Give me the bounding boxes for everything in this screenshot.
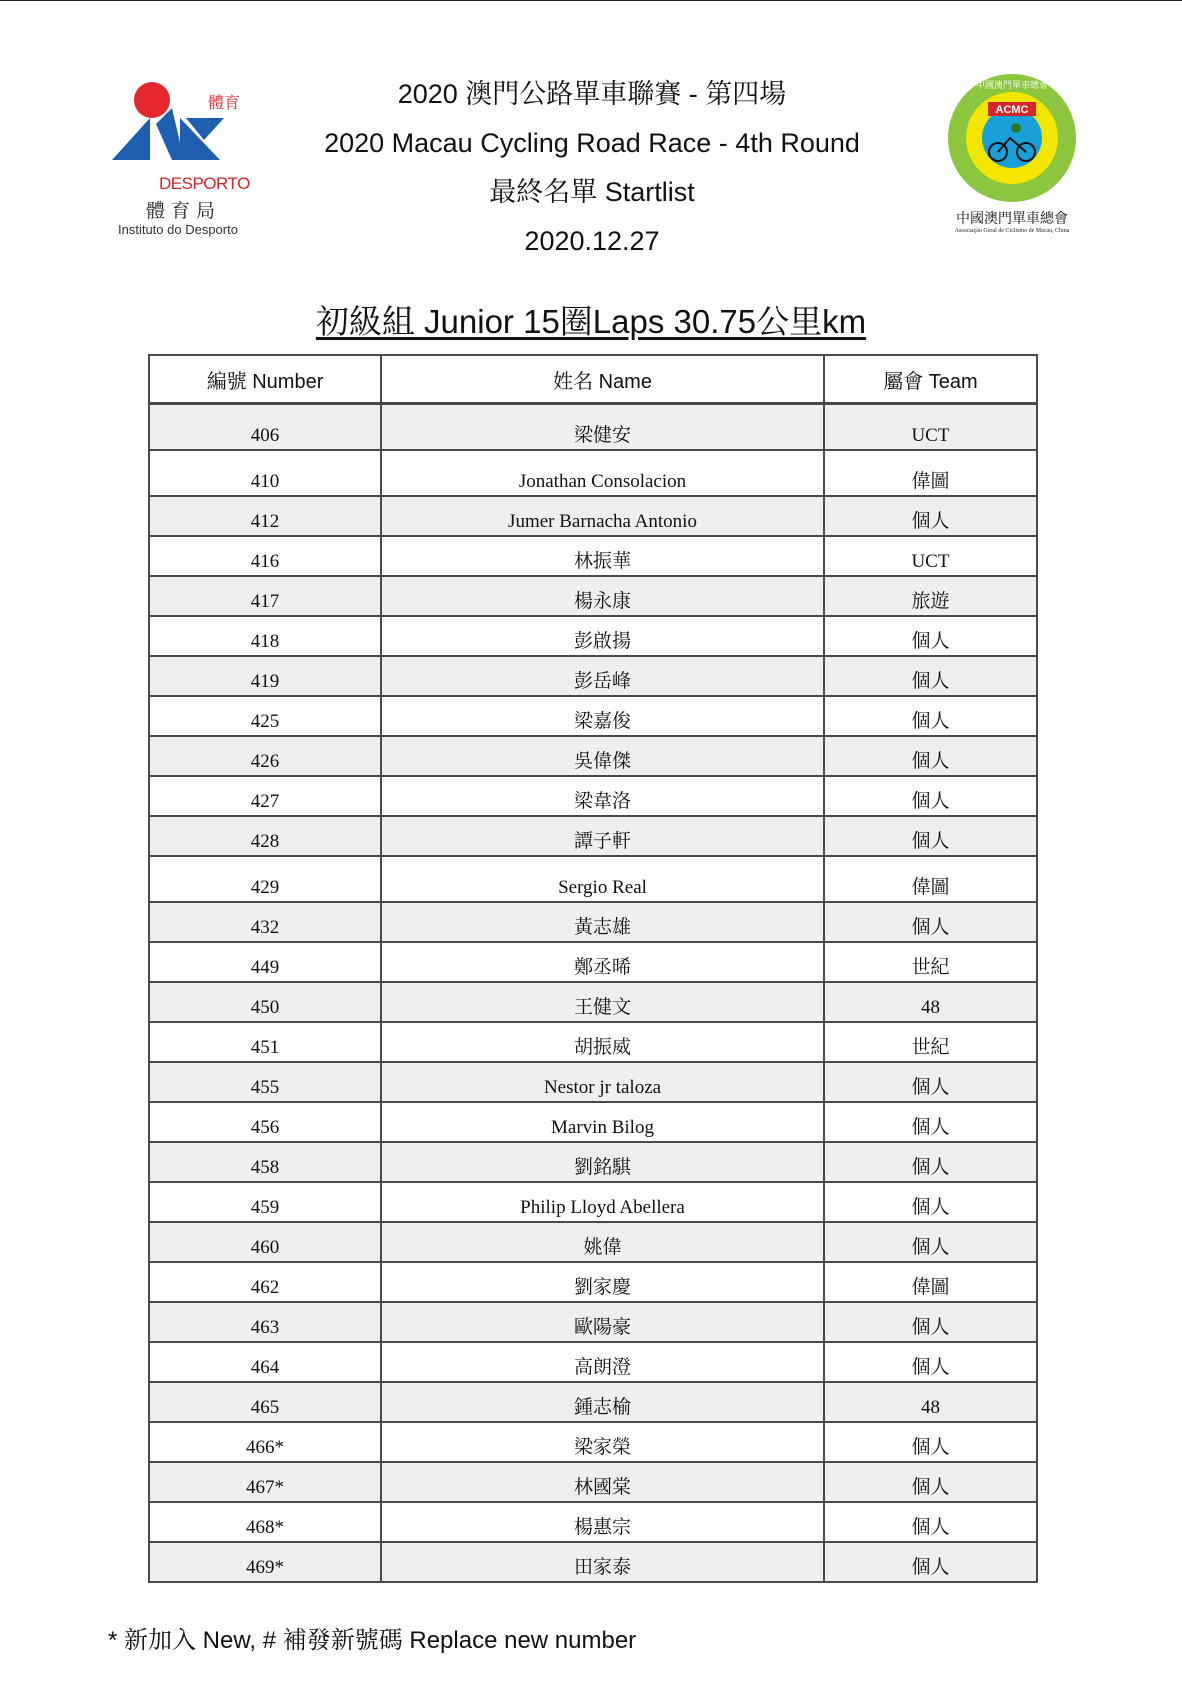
category-title-text: 初級組 Junior 15圈Laps 30.75公里km	[315, 303, 867, 340]
table-row	[149, 816, 1037, 856]
cell-name: 鄭丞晞	[381, 942, 824, 982]
cell-team: 個人	[824, 736, 1037, 776]
cell-number: 464	[149, 1342, 381, 1382]
cell-number: 462	[149, 1262, 381, 1302]
cell-number: 412	[149, 496, 381, 536]
table-row	[149, 576, 1037, 616]
table-row	[149, 776, 1037, 816]
table-row	[149, 1142, 1037, 1182]
table-row	[149, 902, 1037, 942]
cell-name: Nestor jr taloza	[381, 1062, 824, 1102]
acmc-ring-text: 中國澳門單車總會	[975, 81, 1049, 91]
table-row	[149, 1102, 1037, 1142]
cell-name: Sergio Real	[381, 856, 824, 902]
cell-name: 林振華	[381, 536, 824, 576]
cell-name: 梁健安	[381, 404, 824, 451]
header-line-3: 最終名單 Startlist	[489, 177, 695, 207]
cell-number: 469*	[149, 1542, 381, 1582]
cell-name: 高朗澄	[381, 1342, 824, 1382]
document-header	[280, 70, 904, 266]
cell-number: 463	[149, 1302, 381, 1342]
table-row	[149, 982, 1037, 1022]
acmc-logo	[942, 72, 1082, 242]
logo-institute-text: Instituto do Desporto	[118, 222, 238, 237]
cell-number: 418	[149, 616, 381, 656]
table-row	[149, 1302, 1037, 1342]
cell-number: 427	[149, 776, 381, 816]
cell-team: 個人	[824, 816, 1037, 856]
header-team: 屬會 Team	[824, 355, 1037, 404]
cell-team: 個人	[824, 776, 1037, 816]
cell-team: 個人	[824, 1542, 1037, 1582]
cell-team: 個人	[824, 1342, 1037, 1382]
table-row	[149, 1502, 1037, 1542]
table-row	[149, 1542, 1037, 1582]
header-number: 編號 Number	[149, 355, 381, 404]
cell-name: 梁嘉俊	[381, 696, 824, 736]
acmc-acronym: ACMC	[995, 104, 1029, 116]
cyclist-icon	[1011, 123, 1021, 133]
cell-name: 姚偉	[381, 1222, 824, 1262]
table-row	[149, 1182, 1037, 1222]
acmc-name-pt: Associação Geral de Ciclismo de Macau, China	[954, 228, 1070, 234]
table-row	[149, 736, 1037, 776]
cell-number: 410	[149, 450, 381, 496]
footnote: * 新加入 New, # 補發新號碼 Replace new number	[108, 1627, 637, 1654]
header-line-1: 2020 澳門公路單車聯賽 - 第四場	[397, 79, 787, 109]
cell-number: 406	[149, 404, 381, 451]
category-title	[0, 296, 1182, 343]
header-line-2: 2020 Macau Cycling Road Race - 4th Round	[324, 128, 860, 158]
table-row	[149, 536, 1037, 576]
table-row	[149, 496, 1037, 536]
table-row	[149, 450, 1037, 496]
cell-number: 429	[149, 856, 381, 902]
cell-team: 偉圖	[824, 1262, 1037, 1302]
cell-number: 432	[149, 902, 381, 942]
cell-number: 459	[149, 1182, 381, 1222]
startlist-table	[148, 354, 1038, 1583]
table-row	[149, 1222, 1037, 1262]
cell-team: 48	[824, 1382, 1037, 1422]
cell-number: 465	[149, 1382, 381, 1422]
cell-name: 王健文	[381, 982, 824, 1022]
cell-name: 楊永康	[381, 576, 824, 616]
top-border-line	[0, 0, 1182, 1]
cell-team: 世紀	[824, 942, 1037, 982]
cell-team: 個人	[824, 902, 1037, 942]
cell-name: 黃志雄	[381, 902, 824, 942]
cell-number: 449	[149, 942, 381, 982]
header-date: 2020.12.27	[524, 226, 660, 256]
table-row	[149, 1262, 1037, 1302]
cell-team: 個人	[824, 1182, 1037, 1222]
logo-bureau-cn: 體育局	[146, 200, 222, 222]
cell-team: 個人	[824, 1302, 1037, 1342]
logo-desporto-text: DESPORTO	[159, 174, 250, 193]
cell-name: 譚子軒	[381, 816, 824, 856]
cell-team: 個人	[824, 1222, 1037, 1262]
cell-team: UCT	[824, 404, 1037, 451]
cell-name: 劉銘騏	[381, 1142, 824, 1182]
cell-number: 466*	[149, 1422, 381, 1462]
cell-team: 48	[824, 982, 1037, 1022]
cell-team: 個人	[824, 1142, 1037, 1182]
cell-team: UCT	[824, 536, 1037, 576]
table-row	[149, 1422, 1037, 1462]
cell-team: 個人	[824, 616, 1037, 656]
sports-bureau-logo	[112, 78, 272, 248]
table-row	[149, 1462, 1037, 1502]
cell-name: Philip Lloyd Abellera	[381, 1182, 824, 1222]
cell-team: 偉圖	[824, 450, 1037, 496]
cell-number: 450	[149, 982, 381, 1022]
table-row	[149, 656, 1037, 696]
cell-number: 451	[149, 1022, 381, 1062]
cell-team: 個人	[824, 1422, 1037, 1462]
cell-number: 417	[149, 576, 381, 616]
cell-name: 梁家榮	[381, 1422, 824, 1462]
cell-name: 彭岳峰	[381, 656, 824, 696]
cell-number: 456	[149, 1102, 381, 1142]
table-row	[149, 942, 1037, 982]
cell-number: 468*	[149, 1502, 381, 1542]
acmc-emblem-icon	[942, 72, 1082, 212]
cell-team: 個人	[824, 656, 1037, 696]
cell-name: Jumer Barnacha Antonio	[381, 496, 824, 536]
logo-glyph-ti: 體育	[208, 93, 241, 112]
cell-name: 楊惠宗	[381, 1502, 824, 1542]
cell-team: 世紀	[824, 1022, 1037, 1062]
cell-number: 455	[149, 1062, 381, 1102]
cell-team: 偉圖	[824, 856, 1037, 902]
cell-name: 鍾志榆	[381, 1382, 824, 1422]
table-row	[149, 1022, 1037, 1062]
table-row	[149, 1342, 1037, 1382]
cell-team: 個人	[824, 1062, 1037, 1102]
cell-name: 彭啟揚	[381, 616, 824, 656]
cell-number: 458	[149, 1142, 381, 1182]
table-row	[149, 404, 1037, 451]
cell-name: 吳偉傑	[381, 736, 824, 776]
table-header-row	[149, 355, 1037, 404]
cell-name: 田家泰	[381, 1542, 824, 1582]
header-name: 姓名 Name	[381, 355, 824, 404]
table-row	[149, 616, 1037, 656]
cell-number: 460	[149, 1222, 381, 1262]
table-row	[149, 696, 1037, 736]
cell-name: 劉家慶	[381, 1262, 824, 1302]
table-row	[149, 856, 1037, 902]
cell-name: 胡振威	[381, 1022, 824, 1062]
cell-name: 林國棠	[381, 1462, 824, 1502]
sports-bureau-emblem-icon	[112, 78, 272, 178]
cell-name: Jonathan Consolacion	[381, 450, 824, 496]
cell-team: 個人	[824, 1102, 1037, 1142]
cell-team: 個人	[824, 1502, 1037, 1542]
table-row	[149, 1382, 1037, 1422]
cell-team: 個人	[824, 1462, 1037, 1502]
table-row	[149, 1062, 1037, 1102]
acmc-name-cn: 中國澳門單車總會	[956, 211, 1068, 227]
cell-number: 467*	[149, 1462, 381, 1502]
cell-number: 416	[149, 536, 381, 576]
cell-team: 個人	[824, 496, 1037, 536]
cell-team: 旅遊	[824, 576, 1037, 616]
cell-name: 梁韋洛	[381, 776, 824, 816]
cell-number: 426	[149, 736, 381, 776]
cell-name: 歐陽豪	[381, 1302, 824, 1342]
cell-number: 425	[149, 696, 381, 736]
cell-name: Marvin Bilog	[381, 1102, 824, 1142]
cell-team: 個人	[824, 696, 1037, 736]
cell-number: 419	[149, 656, 381, 696]
cell-number: 428	[149, 816, 381, 856]
